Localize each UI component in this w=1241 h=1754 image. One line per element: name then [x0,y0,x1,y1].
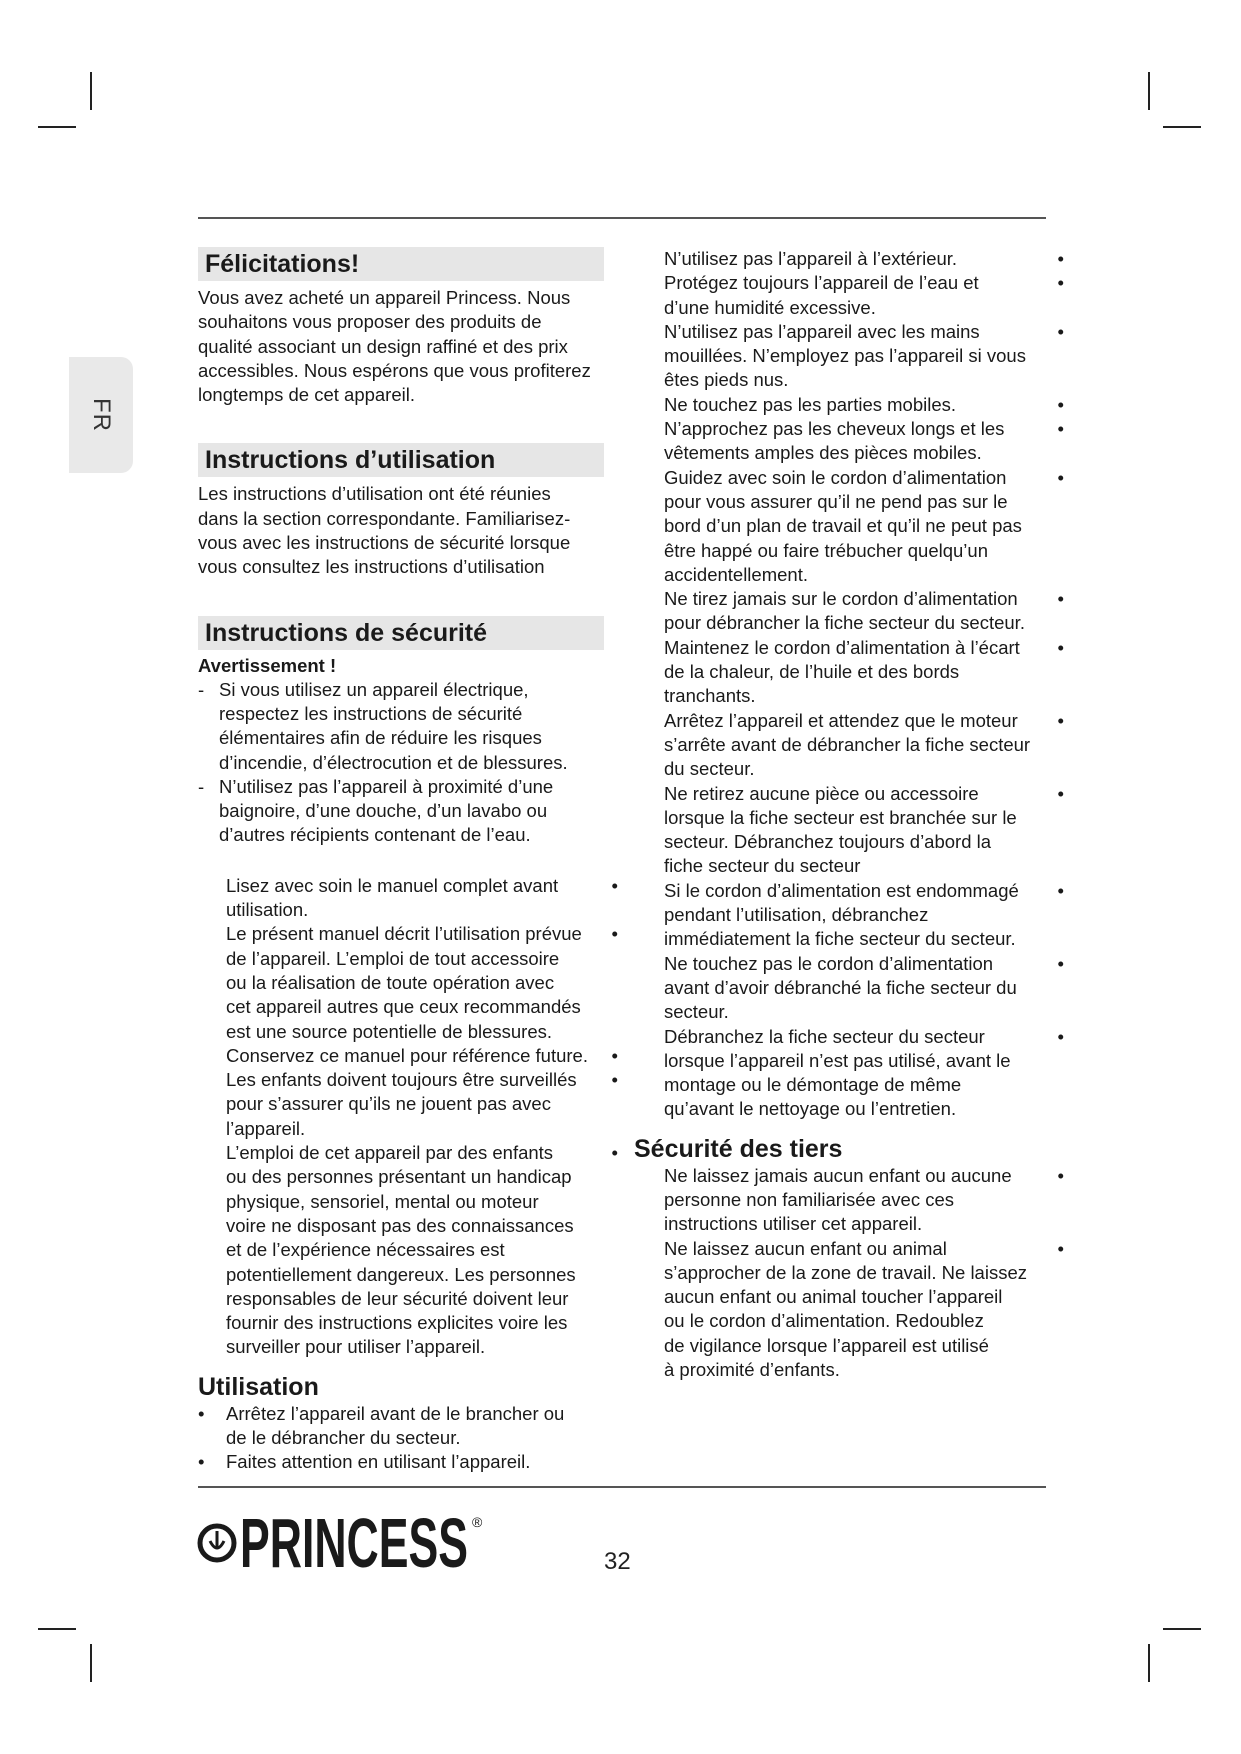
text-line: Maintenez le cordon d’alimentation à l’écart [664,636,1020,658]
text-line: qualité associant un design raffiné et des prix [198,335,568,357]
crop-mark [90,1644,92,1682]
text-line: N’utilisez pas l’appareil avec les mains [664,320,980,342]
safety-list-continued [634,247,1064,1122]
text-line: bord d’un plan de travail et qu’il ne peut pas [664,515,1022,537]
warning-label: Avertissement ! [198,654,337,676]
bullet-marker: • [611,1069,618,1091]
right-column [634,247,1064,1382]
text-line: du secteur. [664,758,755,780]
text-line: longtemps de cet appareil. [198,384,415,406]
bullet-marker: • [1057,248,1064,269]
text-line: Ne retirez aucune pièce ou accessoire [664,782,979,804]
text-line: Si le cordon d’alimentation est endommagé [664,879,1019,901]
princess-logo [196,1505,486,1582]
safety-item [664,466,1064,587]
text-line: de l’appareil. L’emploi de tout accessoire [226,947,560,969]
safety-item [664,320,1064,393]
bullet-marker: • [1057,1025,1064,1047]
registered-mark: ® [472,1514,483,1530]
text-line: d’autres récipients contenant de l’eau. [219,824,531,846]
text-line: physique, sensoriel, mental ou moteur [226,1190,539,1212]
text-line: Vous avez acheté un appareil Princess. Nous [198,287,571,308]
text-line: Ne touchez pas les parties mobiles. [664,393,957,415]
text-line: ou des personnes présentant un handicap [226,1166,572,1188]
language-tab-label: FR [88,398,115,432]
warning-item [198,678,618,775]
text-line: baignoire, d’une douche, d’un lavabo ou [219,800,548,822]
text-line: Ne touchez pas le cordon d’alimentation [664,952,994,974]
princess-logo-mark [196,1505,486,1577]
safety-item [664,636,1064,709]
text-line: l’appareil. [226,1117,306,1139]
text-line: fournir des instructions explicites voire les [226,1312,568,1334]
utilisation-item [198,1402,618,1451]
text-line: pour débrancher la fiche secteur du secteur. [664,612,1025,634]
warning-list [198,678,618,848]
text-line: aucun enfant ou animal toucher l’appareil [664,1286,1003,1308]
text-line: souhaitons vous proposer des produits de [198,311,542,333]
text-line: élémentaires afin de réduire les risques [219,727,542,749]
text-line: ou la réalisation de toute opération avec [226,971,555,993]
text-line: Le présent manuel décrit l’utilisation prévue [226,923,582,945]
dash-marker: - [198,678,205,700]
text-line: montage ou le démontage de même [664,1074,962,1096]
bullet-marker: • [1057,393,1064,415]
text-line: accidentellement. [664,563,808,585]
text-line: personne non familiarisée avec ces [664,1188,954,1210]
text-line: instructions utiliser cet appareil. [664,1213,923,1235]
safety-item [664,1025,1064,1122]
text-line: vous avec les instructions de sécurité lorsque [198,532,571,554]
safety-item [226,874,618,923]
crop-mark [90,72,92,110]
safety-item [664,879,1064,952]
text-line: Arrêtez l’appareil avant de le brancher ou [226,1402,565,1424]
safety-item [664,709,1064,782]
text-line: de le débrancher du secteur. [226,1426,461,1448]
logo-wordmark: PRINCESS [240,1505,468,1577]
text-line: Conservez ce manuel pour référence future. [226,1044,588,1066]
text-line: responsables de leur sécurité doivent leur [226,1287,569,1309]
crop-mark [38,1628,76,1630]
text-line: d’incendie, d’électrocution et de blessures. [219,751,568,773]
text-line: N’utilisez pas l’appareil à proximité d’une [219,775,554,797]
text-line: ou le cordon d’alimentation. Redoublez [664,1310,984,1332]
section-heading-utilisation: Utilisation [198,1372,319,1401]
third-party-safety-item [664,1237,1064,1383]
text-line: lorsque la fiche secteur est branchée sur le [664,806,1017,828]
text-line: Guidez avec soin le cordon d’alimentation [664,466,1007,488]
bullet-marker: • [1057,782,1064,804]
section-heading-securite-tiers: Sécurité des tiers [634,1134,843,1163]
bullet-marker: • [1057,636,1064,658]
safety-list [198,874,618,1360]
safety-item [226,1068,618,1141]
bullet-marker: • [611,1142,618,1164]
safety-item [664,587,1064,636]
crop-mark [1148,72,1150,110]
text-line: lorsque l’appareil n’est pas utilisé, avant le [664,1049,1011,1071]
safety-item [664,247,1064,271]
safety-item [664,952,1064,1025]
warning-item [198,775,618,848]
text-line: de vigilance lorsque l’appareil est utilisé [664,1334,989,1356]
text-line: et de l’expérience nécessaires est [226,1239,505,1261]
third-party-safety-item [664,1164,1064,1237]
text-line: respectez les instructions de sécurité [219,702,523,724]
text-line: à proximité d’enfants. [664,1359,840,1381]
safety-item [664,393,1064,417]
bullet-marker: • [1057,588,1064,610]
text-line: est une source potentielle de blessures. [226,1020,553,1042]
section-heading-instructions-securite: Instructions de sécurité [198,616,604,650]
bullet-marker: • [1057,1164,1064,1186]
text-line: cet appareil autres que ceux recommandés [226,996,581,1018]
text-line: d’une humidité excessive. [664,296,876,318]
text-line: Les instructions d’utilisation ont été réunies [198,483,551,505]
text-line: accessibles. Nous espérons que vous profiterez [198,359,591,381]
page-number: 32 [604,1548,631,1575]
instructions-utilisation-text [198,482,618,579]
safety-item [664,782,1064,879]
bullet-marker: • [1057,709,1064,731]
text-line: utilisation. [226,899,309,921]
text-line: de la chaleur, de l’huile et des bords [664,661,960,683]
bullet-marker: • [1057,272,1064,294]
bullet-marker: • [1057,1237,1064,1259]
text-line: Débranchez la fiche secteur du secteur [664,1025,985,1047]
text-line: secteur. Débranchez toujours d’abord la [664,831,992,853]
safety-item [664,271,1064,320]
safety-item [226,1141,618,1360]
text-line: pour vous assurer qu’il ne pend pas sur le [664,490,1008,512]
text-line: Les enfants doivent toujours être surveillés [226,1069,577,1091]
bullet-marker: • [1057,952,1064,974]
text-line: Ne laissez aucun enfant ou animal [664,1237,947,1259]
text-line: s’arrête avant de débrancher la fiche secteur [664,733,1031,755]
left-column [198,247,618,1475]
bullet-marker: • [611,1044,618,1066]
text-line: Si vous utilisez un appareil électrique, [219,678,529,700]
text-line: potentiellement dangereux. Les personnes [226,1263,576,1285]
text-line: Lisez avec soin le manuel complet avant [226,874,559,896]
safety-item [226,922,618,1043]
bullet-marker: • [1057,879,1064,901]
text-line: fiche secteur du secteur [664,855,861,877]
safety-item [664,417,1064,466]
text-line: s’approcher de la zone de travail. Ne laissez [664,1261,1027,1283]
bullet-marker: • [198,1451,205,1473]
bullet-marker: • [611,923,618,945]
text-line: mouillées. N’employez pas l’appareil si vous [664,345,1026,367]
text-line: surveiller pour utiliser l’appareil. [226,1336,486,1358]
text-line: immédiatement la fiche secteur du secteur. [664,928,1016,950]
text-line: Arrêtez l’appareil et attendez que le moteur [664,709,1018,731]
text-line: N’utilisez pas l’appareil à l’extérieur. [664,248,958,269]
bullet-marker: • [198,1402,205,1424]
top-rule [198,217,1046,219]
section-heading-instructions-utilisation: Instructions d’utilisation [198,443,604,477]
crop-mark [1148,1644,1150,1682]
bullet-marker: • [611,874,618,896]
section-heading-felicitations: Félicitations! [198,247,604,281]
text-line: L’emploi de cet appareil par des enfants [226,1142,554,1164]
third-party-safety-list [634,1164,1064,1383]
dash-marker: - [198,775,205,797]
language-tab [69,357,133,473]
text-line: voire ne disposant pas des connaissances [226,1214,574,1236]
text-line: tranchants. [664,685,756,707]
text-line: vêtements amples des pièces mobiles. [664,442,982,464]
text-line: Protégez toujours l’appareil de l’eau et [664,272,979,294]
crop-mark [1163,1628,1201,1630]
utilisation-list [198,1402,618,1475]
text-line: êtes pieds nus. [664,369,789,391]
bullet-marker: • [1057,418,1064,440]
text-line: pendant l’utilisation, débranchez [664,904,929,926]
crop-mark [1163,126,1201,128]
felicitations-text [198,286,618,407]
text-line: avant d’avoir débranché la fiche secteur du [664,976,1017,998]
crop-mark [38,126,76,128]
text-line: N’approchez pas les cheveux longs et les [664,418,1005,440]
text-line: Faites attention en utilisant l’appareil. [226,1451,531,1473]
text-line: pour s’assurer qu’ils ne jouent pas avec [226,1093,551,1115]
text-line: secteur. [664,1001,729,1023]
utilisation-item [198,1450,618,1474]
text-line: dans la section correspondante. Familiarisez- [198,507,571,529]
bullet-marker: • [1057,320,1064,342]
text-line: qu’avant le nettoyage ou l’entretien. [664,1098,957,1120]
bullet-marker: • [1057,466,1064,488]
safety-item [226,1044,618,1068]
bottom-rule [198,1486,1046,1488]
text-line: être happé ou faire trébucher quelqu’un [664,539,988,561]
text-line: Ne laissez jamais aucun enfant ou aucune [664,1164,1012,1186]
text-line: Ne tirez jamais sur le cordon d’alimentation [664,588,1018,610]
text-line: vous consultez les instructions d’utilisation [198,556,545,578]
